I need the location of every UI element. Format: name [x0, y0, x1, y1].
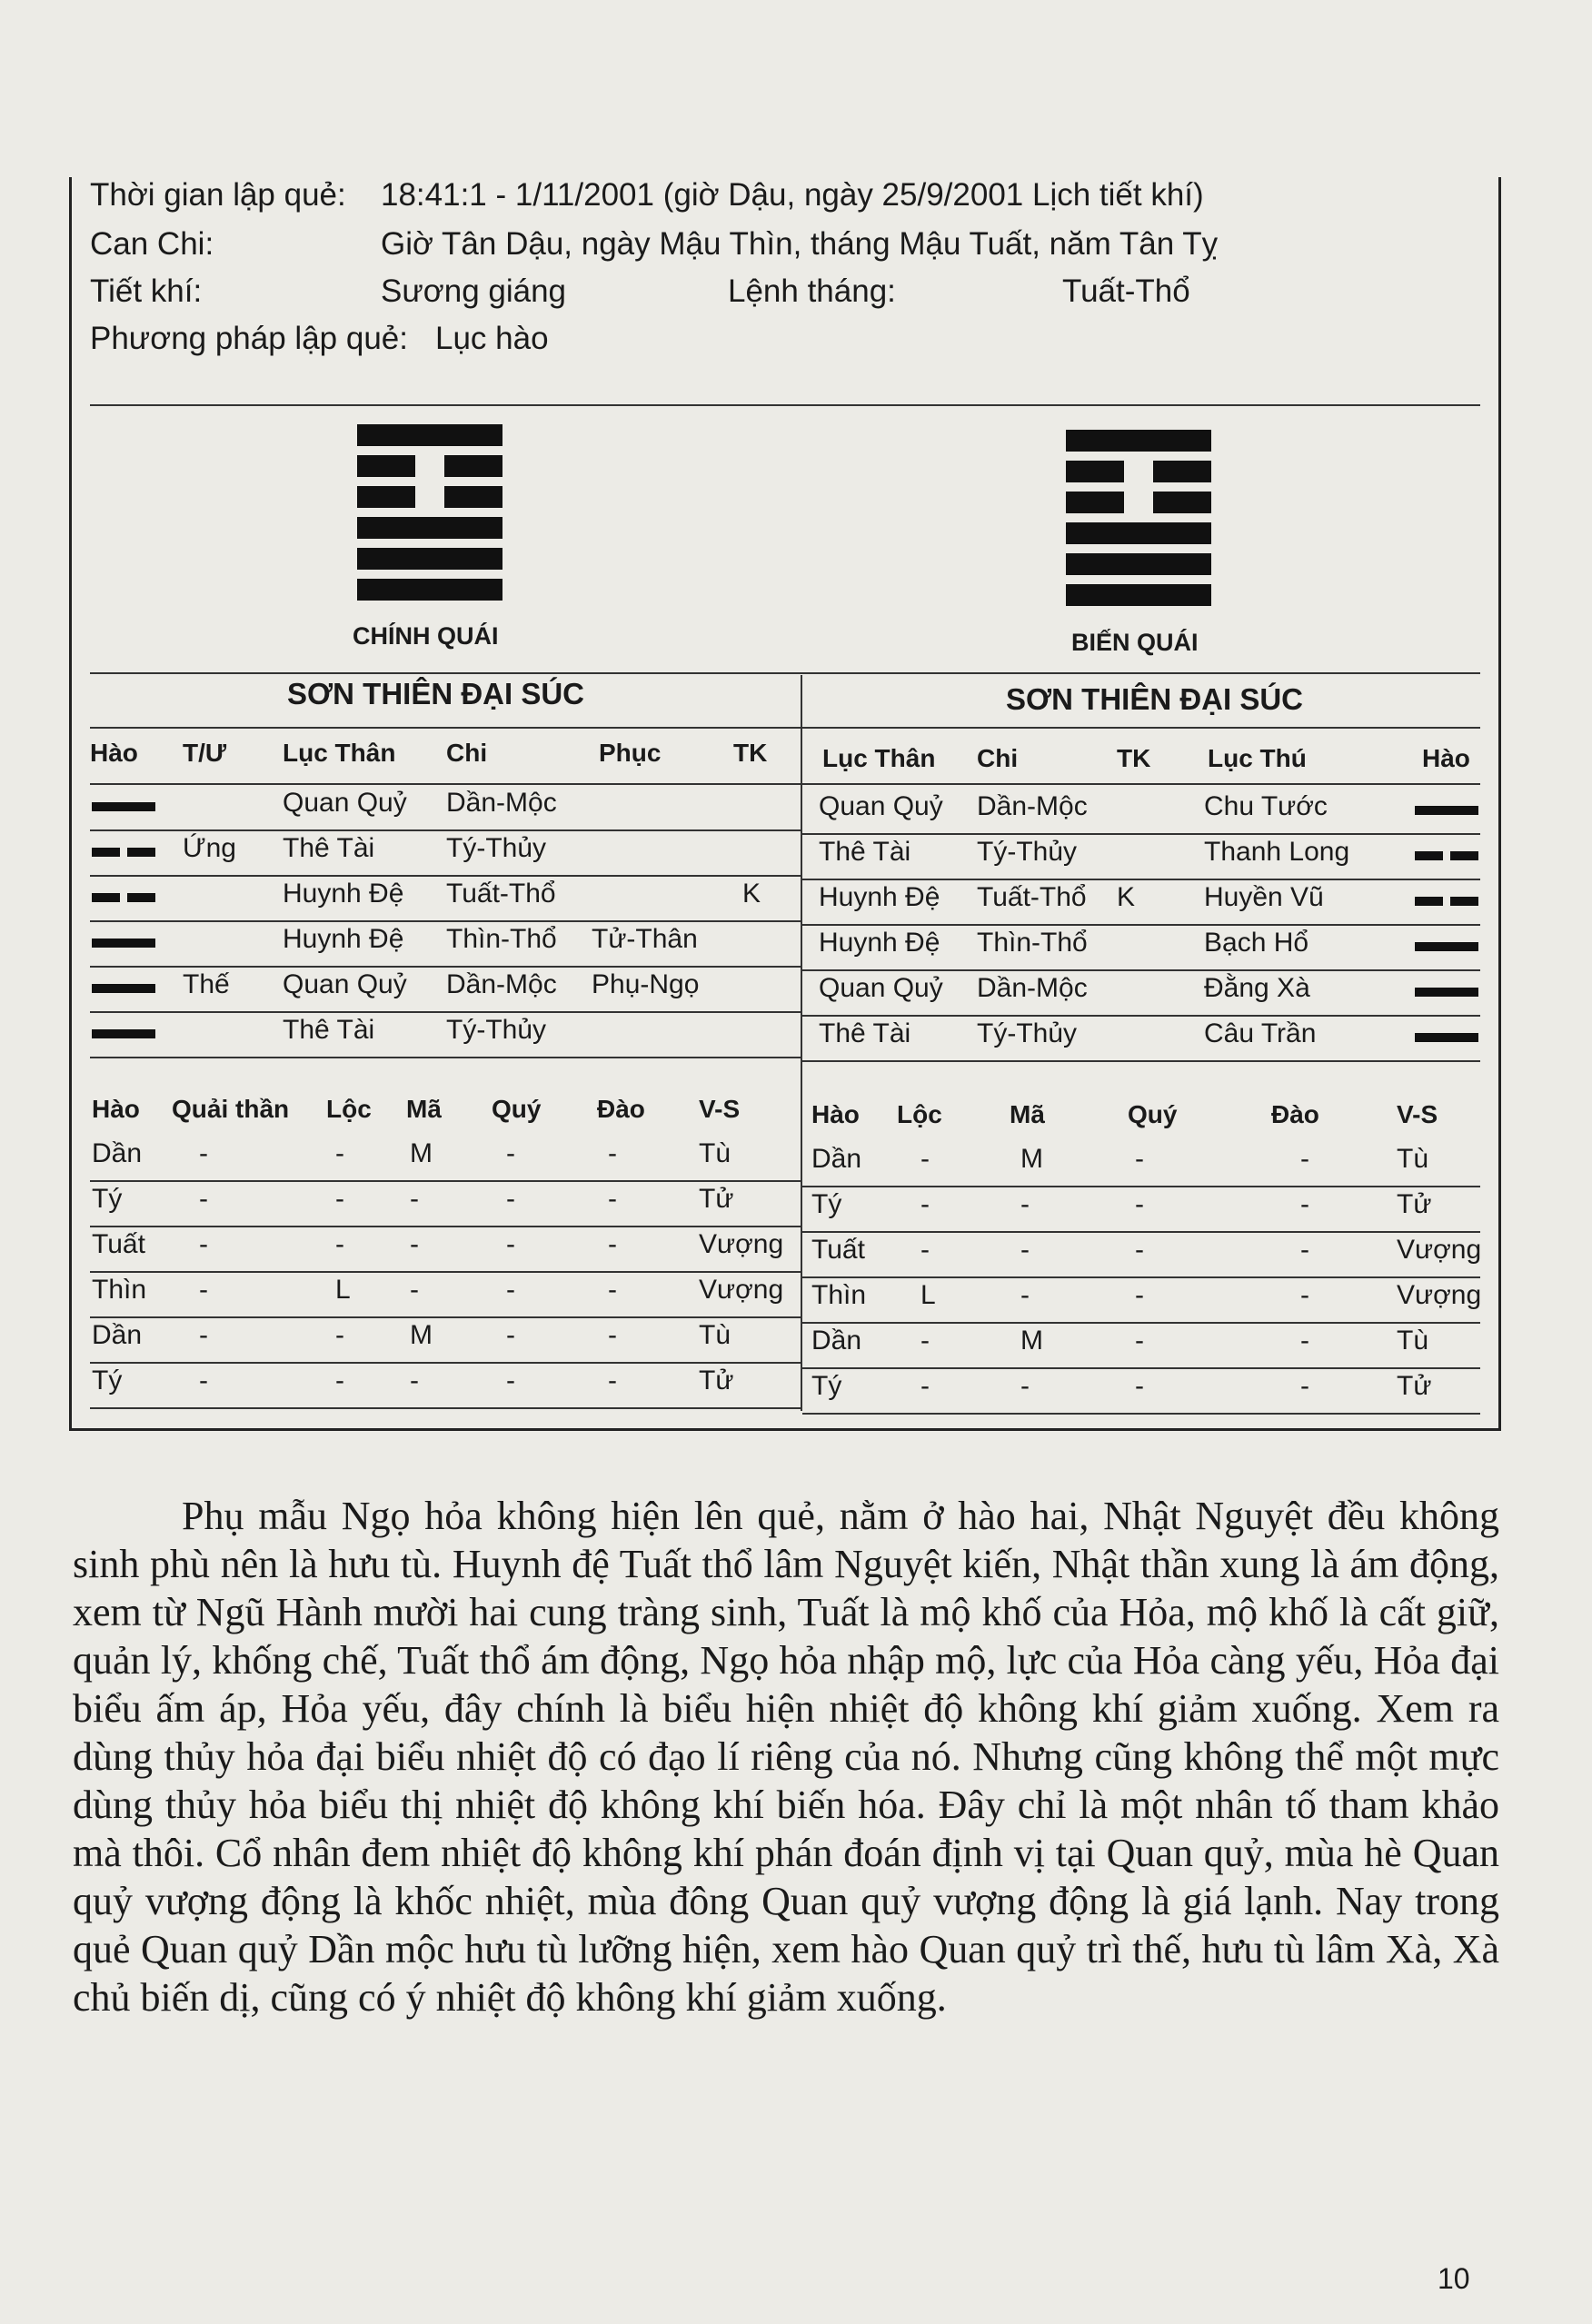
- left-bottom-cell: Dần: [92, 1138, 143, 1168]
- left-bottom-cell: -: [199, 1366, 208, 1395]
- table-rule: [90, 1271, 801, 1273]
- left-bottom-cell: -: [506, 1184, 515, 1214]
- right-bottom-header: Hào: [811, 1100, 860, 1128]
- right-table-header: Lục Thân: [822, 744, 936, 772]
- left-chi: Tuất-Thổ: [446, 879, 556, 909]
- hao-line-icon: [1415, 806, 1478, 815]
- left-tk: K: [742, 879, 761, 909]
- main-hexagram-label: CHÍNH QUÁI: [353, 622, 499, 650]
- right-bottom-cell: -: [920, 1326, 930, 1356]
- left-bottom-cell: M: [410, 1138, 433, 1168]
- table-rule: [90, 966, 801, 968]
- table-rule: [802, 879, 1480, 880]
- left-lucthan: Quan Quỷ: [283, 969, 407, 999]
- left-bottom-cell: L: [335, 1275, 351, 1305]
- left-table-header: TK: [733, 739, 768, 767]
- hexagram-line: [357, 486, 502, 508]
- right-bottom-cell: -: [1020, 1280, 1030, 1310]
- info-canchi-value: Giờ Tân Dậu, ngày Mậu Thìn, tháng Mậu Tuất, năm Tân Tỵ: [381, 226, 1219, 262]
- right-bottom-cell: M: [1020, 1326, 1043, 1356]
- right-chi: Tý-Thủy: [977, 837, 1078, 867]
- divider: [90, 672, 1480, 674]
- hao-line-icon: [92, 984, 155, 993]
- right-bottom-cell: Thìn: [811, 1280, 867, 1310]
- left-bottom-cell: -: [335, 1320, 344, 1350]
- right-bottom-cell: Tử: [1397, 1189, 1432, 1219]
- right-bottom-cell: Vượng: [1397, 1235, 1482, 1265]
- hexagram-line: [357, 548, 502, 570]
- right-lucthan: Huynh Đệ: [819, 882, 940, 912]
- left-bottom-cell: Tý: [92, 1184, 123, 1214]
- right-bottom-cell: -: [1020, 1235, 1030, 1265]
- left-bottom-header: Quải thần: [172, 1095, 290, 1123]
- left-bottom-cell: -: [608, 1229, 617, 1259]
- info-tietkhi-value: Sương giáng: [381, 273, 567, 309]
- right-lucthu: Đằng Xà: [1204, 973, 1310, 1003]
- right-bottom-cell: -: [1135, 1371, 1144, 1401]
- left-bottom-cell: -: [506, 1366, 515, 1395]
- right-table-header: Lục Thú: [1208, 744, 1307, 772]
- left-bottom-cell: -: [608, 1320, 617, 1350]
- hexagram-line: [1066, 553, 1211, 575]
- left-chi: Tý-Thủy: [446, 833, 547, 863]
- left-bottom-cell: Dần: [92, 1320, 143, 1350]
- right-bottom-cell: -: [920, 1371, 930, 1401]
- left-tu: Thế: [183, 969, 230, 999]
- hexagram-line: [357, 424, 502, 446]
- right-bottom-cell: -: [1300, 1189, 1309, 1219]
- right-table-header: Chi: [977, 744, 1019, 772]
- table-rule: [802, 1015, 1480, 1017]
- left-bottom-cell: -: [335, 1229, 344, 1259]
- table-rule: [90, 1316, 801, 1318]
- right-bottom-cell: Tý: [811, 1371, 842, 1401]
- divider: [90, 404, 1480, 406]
- right-bottom-cell: -: [1300, 1144, 1309, 1174]
- right-tk: K: [1117, 882, 1136, 912]
- left-bottom-header: V-S: [699, 1095, 741, 1123]
- right-bottom-cell: -: [1135, 1280, 1144, 1310]
- right-bottom-cell: -: [1020, 1189, 1030, 1219]
- right-bottom-cell: -: [1300, 1280, 1309, 1310]
- info-method-value: Lục hào: [435, 321, 549, 356]
- info-time-label: Thời gian lập quẻ:: [90, 177, 346, 213]
- left-bottom-cell: -: [410, 1275, 419, 1305]
- changed-hexagram: [1066, 430, 1211, 615]
- right-bottom-cell: Tử: [1397, 1371, 1432, 1401]
- left-table-header: Phục: [599, 739, 662, 767]
- hexagram-line: [1066, 584, 1211, 606]
- right-bottom-cell: -: [1135, 1189, 1144, 1219]
- left-bottom-cell: -: [608, 1275, 617, 1305]
- right-bottom-header: Lộc: [897, 1100, 942, 1128]
- right-lucthu: Bạch Hổ: [1204, 928, 1309, 958]
- hexagram-line: [357, 455, 502, 477]
- left-bottom-cell: -: [335, 1184, 344, 1214]
- table-rule: [90, 829, 801, 831]
- right-bottom-cell: L: [920, 1280, 936, 1310]
- info-time-value: 18:41:1 - 1/11/2001 (giờ Dậu, ngày 25/9/2001 Lịch tiết khí): [381, 177, 1204, 213]
- right-chi: Tuất-Thổ: [977, 882, 1087, 912]
- right-bottom-cell: -: [1300, 1326, 1309, 1356]
- left-phuc: Phụ-Ngọ: [592, 969, 700, 999]
- left-bottom-header: Mã: [406, 1095, 442, 1123]
- hexagram-chart: [69, 177, 1501, 1431]
- right-table-header: Hào: [1422, 744, 1470, 772]
- table-rule: [802, 1367, 1480, 1369]
- left-bottom-header: Đào: [597, 1095, 645, 1123]
- left-table-title: SƠN THIÊN ĐẠI SÚC: [287, 677, 585, 710]
- right-table-header: TK: [1117, 744, 1151, 772]
- left-lucthan: Thê Tài: [283, 1015, 375, 1045]
- left-bottom-cell: -: [199, 1275, 208, 1305]
- hao-line-icon: [92, 893, 155, 902]
- left-bottom-cell: Tuất: [92, 1229, 145, 1259]
- left-bottom-cell: -: [199, 1138, 208, 1168]
- info-tietkhi-label: Tiết khí:: [90, 273, 203, 309]
- left-bottom-cell: -: [506, 1320, 515, 1350]
- right-lucthu: Thanh Long: [1204, 837, 1350, 867]
- right-bottom-cell: -: [920, 1235, 930, 1265]
- left-bottom-cell: -: [335, 1366, 344, 1395]
- right-bottom-cell: -: [1020, 1371, 1030, 1401]
- left-table-header: Hào: [90, 739, 138, 767]
- hao-line-icon: [92, 802, 155, 811]
- table-rule: [90, 920, 801, 922]
- left-lucthan: Quan Quỷ: [283, 788, 407, 818]
- right-bottom-cell: -: [1135, 1144, 1144, 1174]
- left-chi: Dần-Mộc: [446, 969, 557, 999]
- right-bottom-header: V-S: [1397, 1100, 1438, 1128]
- right-bottom-cell: -: [1300, 1371, 1309, 1401]
- left-bottom-cell: Vượng: [699, 1229, 784, 1259]
- table-rule: [90, 875, 801, 877]
- left-bottom-cell: Tử: [699, 1366, 734, 1395]
- left-bottom-cell: -: [335, 1138, 344, 1168]
- right-bottom-cell: Tù: [1397, 1326, 1429, 1356]
- main-hexagram: [357, 424, 502, 610]
- hexagram-line: [1066, 461, 1211, 482]
- table-rule: [802, 1060, 1480, 1062]
- hexagram-line: [1066, 492, 1211, 513]
- hao-line-icon: [92, 848, 155, 857]
- body-paragraph: Phụ mẫu Ngọ hỏa không hiện lên quẻ, nằm ở hào hai, Nhật Nguyệt đều không sinh phù nên là hưu tù. Huynh đệ Tuất thổ lâm Nguyệt kiến, Nhật thần xung là ám động, xem từ Ngũ Hành mười hai cung tràng sinh, Tuất là mộ khố của Hỏa, mộ khố là cất giữ, quản lý, khống chế, Tuất thổ ám động, Ngọ hỏa nhập mộ, lực của Hỏa càng yếu, Hỏa đại biểu ấm áp, Hỏa yếu, đây chính là biểu hiện nhiệt độ không khí giảm xuống. Xem ra dùng thủy hỏa đại biểu nhiệt độ có đạo lí riêng của nó. Nhưng cũng không thể một mực dùng thủy hỏa biểu thị nhiệt độ không khí biến hóa. Đây chỉ là một nhân tố tham khảo mà thôi. Cổ nhân đem nhiệt độ không khí phán đoán định vị tại Quan quỷ, mùa hè Quan quỷ vượng động là khốc nhiệt, mùa đông Quan quỷ vượng động là giá lạnh. Nay trong quẻ Quan quỷ Dần mộc hưu tù lưỡng hiện, xem hào Quan quỷ trì thế, hưu tù lâm Xà, Xà chủ biến dị, cũng có ý nhiệt độ không khí giảm xuống.: [73, 1494, 1499, 2020]
- right-lucthan: Quan Quỷ: [819, 791, 943, 821]
- left-bottom-cell: -: [199, 1184, 208, 1214]
- table-rule: [802, 1322, 1480, 1324]
- table-rule: [90, 1180, 801, 1182]
- right-bottom-header: Mã: [1010, 1100, 1045, 1128]
- right-bottom-cell: Vượng: [1397, 1280, 1482, 1310]
- column-divider: [801, 675, 802, 1411]
- left-bottom-cell: Tù: [699, 1138, 731, 1168]
- left-bottom-header: Lộc: [326, 1095, 372, 1123]
- right-bottom-cell: Tý: [811, 1189, 842, 1219]
- hao-line-icon: [1415, 1033, 1478, 1042]
- left-bottom-header: Hào: [92, 1095, 140, 1123]
- hexagram-line: [1066, 522, 1211, 544]
- table-rule: [90, 1057, 801, 1058]
- right-chi: Thìn-Thổ: [977, 928, 1088, 958]
- table-rule: [802, 1413, 1480, 1415]
- changed-hexagram-label: BIẾN QUÁI: [1071, 629, 1199, 656]
- right-bottom-cell: Tù: [1397, 1144, 1429, 1174]
- right-bottom-cell: Tuất: [811, 1235, 865, 1265]
- info-canchi-label: Can Chi:: [90, 226, 214, 262]
- table-rule: [90, 1407, 801, 1409]
- hao-line-icon: [92, 1029, 155, 1038]
- table-rule: [90, 1226, 801, 1227]
- left-table-header: Lục Thân: [283, 739, 396, 767]
- right-chi: Dần-Mộc: [977, 973, 1088, 1003]
- left-bottom-cell: -: [608, 1184, 617, 1214]
- left-bottom-cell: Tù: [699, 1320, 731, 1350]
- right-bottom-cell: M: [1020, 1144, 1043, 1174]
- left-bottom-cell: -: [410, 1229, 419, 1259]
- left-lucthan: Thê Tài: [283, 833, 375, 863]
- left-chi: Dần-Mộc: [446, 788, 557, 818]
- right-bottom-header: Đào: [1271, 1100, 1319, 1128]
- divider: [90, 727, 1480, 729]
- right-table-title: SƠN THIÊN ĐẠI SÚC: [1006, 682, 1304, 716]
- left-table-header: Chi: [446, 739, 488, 767]
- hao-line-icon: [1415, 897, 1478, 906]
- table-rule: [90, 1011, 801, 1013]
- table-rule: [802, 969, 1480, 971]
- right-bottom-cell: -: [920, 1189, 930, 1219]
- right-chi: Dần-Mộc: [977, 791, 1088, 821]
- right-lucthan: Thê Tài: [819, 837, 911, 867]
- left-bottom-cell: M: [410, 1320, 433, 1350]
- left-bottom-cell: -: [608, 1138, 617, 1168]
- left-bottom-cell: -: [608, 1366, 617, 1395]
- table-rule: [90, 1362, 801, 1364]
- right-bottom-header: Quý: [1128, 1100, 1178, 1128]
- left-bottom-header: Quý: [492, 1095, 542, 1123]
- left-bottom-cell: -: [506, 1138, 515, 1168]
- hexagram-line: [357, 579, 502, 601]
- table-rule: [802, 924, 1480, 926]
- hao-line-icon: [1415, 942, 1478, 951]
- right-bottom-cell: Dần: [811, 1144, 862, 1174]
- table-rule: [802, 1231, 1480, 1233]
- left-bottom-cell: -: [199, 1320, 208, 1350]
- left-chi: Tý-Thủy: [446, 1015, 547, 1045]
- left-bottom-cell: Thìn: [92, 1275, 147, 1305]
- info-lenh-value: Tuất-Thổ: [1062, 273, 1190, 309]
- left-table-header: T/Ư: [183, 739, 227, 767]
- left-bottom-cell: Vượng: [699, 1275, 784, 1305]
- left-bottom-cell: Tý: [92, 1366, 123, 1395]
- right-chi: Tý-Thủy: [977, 1018, 1078, 1048]
- table-rule: [802, 1186, 1480, 1187]
- table-rule: [90, 783, 1480, 785]
- hao-line-icon: [1415, 988, 1478, 997]
- hexagram-line: [357, 517, 502, 539]
- right-lucthan: Thê Tài: [819, 1018, 911, 1048]
- left-bottom-cell: -: [410, 1366, 419, 1395]
- left-bottom-cell: Tử: [699, 1184, 734, 1214]
- left-bottom-cell: -: [410, 1184, 419, 1214]
- hexagram-line: [1066, 430, 1211, 452]
- left-phuc: Tử-Thân: [592, 924, 698, 954]
- hao-line-icon: [1415, 851, 1478, 860]
- right-lucthan: Huynh Đệ: [819, 928, 940, 958]
- page-number: 10: [1438, 2262, 1470, 2295]
- right-bottom-cell: Dần: [811, 1326, 862, 1356]
- hao-line-icon: [92, 939, 155, 948]
- left-bottom-cell: -: [506, 1275, 515, 1305]
- right-bottom-cell: -: [1135, 1235, 1144, 1265]
- table-rule: [802, 833, 1480, 835]
- left-bottom-cell: -: [506, 1229, 515, 1259]
- right-bottom-cell: -: [920, 1144, 930, 1174]
- left-chi: Thìn-Thổ: [446, 924, 557, 954]
- left-lucthan: Huynh Đệ: [283, 924, 404, 954]
- info-method-label: Phương pháp lập quẻ:: [90, 321, 408, 356]
- right-bottom-cell: -: [1300, 1235, 1309, 1265]
- left-bottom-cell: -: [199, 1229, 208, 1259]
- right-bottom-cell: -: [1135, 1326, 1144, 1356]
- table-rule: [802, 1276, 1480, 1278]
- right-lucthu: Huyền Vũ: [1204, 882, 1324, 912]
- right-lucthu: Câu Trần: [1204, 1018, 1317, 1048]
- right-lucthu: Chu Tước: [1204, 791, 1328, 821]
- right-lucthan: Quan Quỷ: [819, 973, 943, 1003]
- left-tu: Ứng: [183, 833, 236, 863]
- info-lenh-label: Lệnh tháng:: [728, 273, 896, 309]
- left-lucthan: Huynh Đệ: [283, 879, 404, 909]
